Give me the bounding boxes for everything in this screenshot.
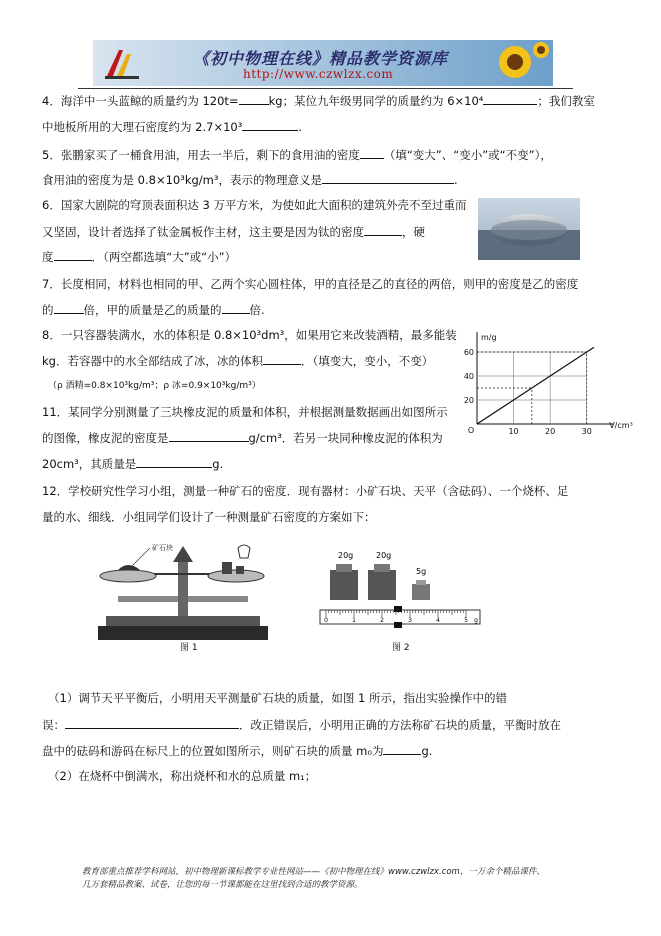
page-footer — [82, 866, 602, 892]
y-tick-label: 60 — [463, 348, 474, 357]
q12-blank-2[interactable] — [383, 742, 421, 755]
q4-blank-3[interactable] — [242, 118, 298, 131]
q11-line3: 20cm³，其质量是 g. — [42, 457, 224, 471]
header-banner — [93, 40, 553, 86]
x-axis-label: V/cm³ — [609, 421, 633, 430]
q12-p1-line2: 误： ．改正错误后，小明用正确的方法称矿石块的质量，平衡时放在 — [42, 718, 561, 732]
q7-line1: 7．长度相同，材料也相同的甲、乙两个实心圆柱体，甲的直径是乙的直径的两倍，则甲的密度是乙的密度 — [42, 277, 579, 291]
q6-line2: 又坚固，设计者选择了钛金属板作主材，这主要是因为钛的密度 ，硬 — [42, 225, 425, 239]
origin-label: O — [467, 426, 475, 435]
y-tick-label: 40 — [463, 372, 474, 381]
q11-blank-1[interactable] — [169, 429, 249, 442]
series-line-extension — [587, 347, 594, 352]
q4-line2: 中地板所用的大理石密度约为 2.7×10³ . — [42, 120, 302, 134]
q8-line3: （ρ 酒精=0.8×10³kg/m³；ρ 冰=0.9×10³kg/m³） — [48, 381, 261, 391]
q7-blank-1[interactable] — [54, 301, 84, 314]
ruler-tick-label: g — [474, 617, 478, 624]
x-tick-label: 20 — [545, 427, 556, 436]
q5-line1: 5．张鹏家买了一桶食用油，用去一半后，剩下的食用油的密度 （填“变大”、“变小”或“不变”）， — [42, 148, 552, 162]
grand-theatre-photo — [478, 198, 580, 260]
q12-p1-line3: 盘中的砝码和游码在标尺上的位置如图所示，则矿石块的质量 m₀为 g. — [42, 744, 433, 758]
q12-p2-line: （2）在烧杯中倒满水，称出烧杯和水的总质量 m₁； — [48, 769, 317, 783]
header-divider — [78, 88, 573, 89]
q11-blank-2[interactable] — [136, 455, 212, 468]
ruler-tick-label: 3 — [408, 617, 412, 624]
q12-p1-line1: （1）调节天平平衡后，小明用天平测量矿石块的质量，如图 1 所示，指出实验操作中的错 — [48, 691, 507, 705]
q11-line1: 11．某同学分别测量了三块橡皮泥的质量和体积，并根据测量数据画出如图所示 — [42, 405, 448, 419]
site-logo-icon — [103, 46, 143, 80]
q7-line2: 的 倍，甲的质量是乙的质量的 倍. — [42, 303, 265, 317]
q11-line2: 的图像，橡皮泥的密度是 g/cm³．若另一块同种橡皮泥的体积为 — [42, 431, 443, 445]
figure2-caption: 图 2 — [392, 643, 410, 653]
footer-line1: 教育部重点推荐学科网站，初中物理新课标教学专业性网站——《初中物理在线》www.czwlzx.com，一万余个精品课件、 — [82, 867, 545, 877]
q6-line1: 6．国家大剧院的穹顶表面积达 3 万平方米，为使如此大面积的建筑外壳不至过重而 — [42, 198, 467, 212]
ruler-tick-label: 2 — [380, 617, 384, 624]
ruler-tick-label: 1 — [352, 617, 356, 624]
q5-line2: 食用油的密度为是 0.8×10³kg/m³，表示的物理意义是 . — [42, 173, 458, 187]
q8-blank-1[interactable] — [263, 352, 301, 365]
ruler-tick-label: 0 — [324, 617, 328, 624]
site-url[interactable]: http://www.czwlzx.com — [243, 67, 394, 81]
q12-line1: 12．学校研究性学习小组，测量一种矿石的密度．现有器材：小矿石块、天平（含砝码）、一个烧杯、足 — [42, 484, 569, 498]
q4-line1: 4．海洋中一头蓝鲸的质量约为 120t= kg；某位九年级男同学的质量约为 6×10⁴ ；我们教室 — [42, 94, 595, 108]
q6-blank-1[interactable] — [364, 223, 402, 236]
q8-line2: kg．若容器中的水全部结成了冰，冰的体积 ．（填变大，变小，不变） — [42, 354, 434, 368]
hand-icon — [238, 545, 250, 558]
y-axis-label: m/g — [481, 333, 497, 342]
figure1-ore-label: 矿石块 — [152, 544, 173, 552]
y-tick-label: 20 — [463, 396, 474, 405]
q6-line3: 度 ．（两空都选填“大”或“小”） — [42, 250, 237, 264]
q5-blank-1[interactable] — [360, 146, 384, 159]
q7-blank-2[interactable] — [222, 301, 250, 314]
x-tick-label: 10 — [508, 427, 519, 436]
q8-line1: 8．一只容器装满水，水的体积是 0.8×10³dm³，如果用它来改装酒精，最多能装 — [42, 328, 457, 342]
weight-label-2: 20g — [376, 551, 392, 560]
weight-label-3: 5g — [416, 567, 427, 576]
mass-volume-chart — [455, 330, 633, 440]
q6-blank-2[interactable] — [54, 248, 92, 261]
q12-blank-1[interactable] — [65, 716, 239, 729]
sunflower-icon — [485, 40, 549, 86]
site-title: 《初中物理在线》精品教学资源库 — [193, 49, 449, 68]
q12-line2: 量的水、细线．小组同学们设计了一种测量矿石密度的方案如下： — [42, 510, 376, 524]
q4-blank-2[interactable] — [483, 92, 537, 105]
figure2-weights-ruler — [318, 548, 488, 640]
rider-marker — [394, 606, 402, 612]
figure1-caption: 图 1 — [180, 643, 198, 653]
q4-blank-1[interactable] — [239, 92, 269, 105]
ruler-tick-label: 4 — [436, 617, 440, 624]
ruler-tick-label: 5 — [464, 617, 468, 624]
footer-line2: 几万套精品教案、试卷，让您的每一节课都能在这里找到合适的教学资源。 — [82, 880, 363, 890]
x-tick-label: 30 — [581, 427, 592, 436]
weight-label-1: 20g — [338, 551, 354, 560]
q5-blank-2[interactable] — [322, 171, 454, 184]
